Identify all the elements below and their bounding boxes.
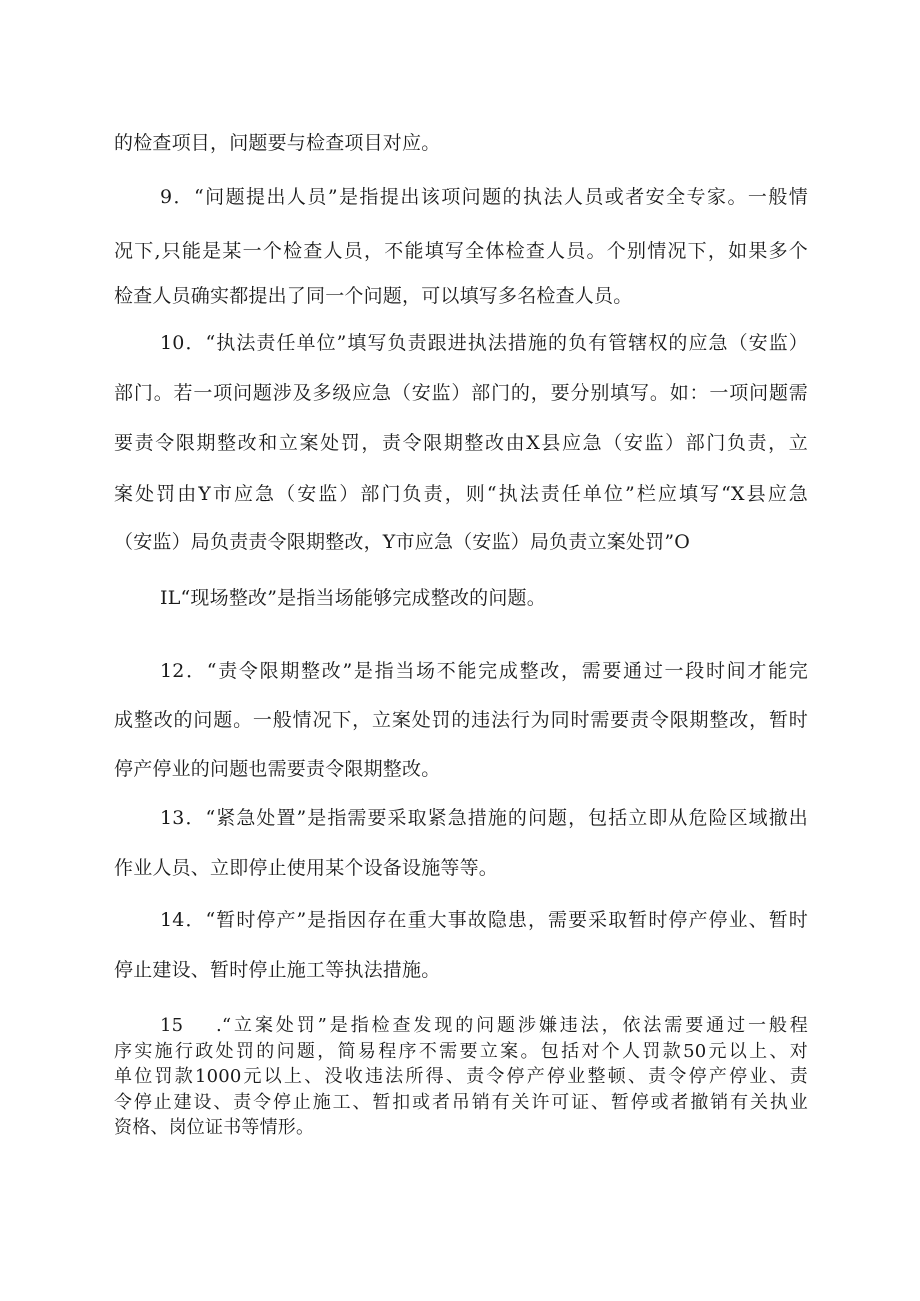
- paragraph-15-line-1-text: .“立案处罚”是指检查发现的问题涉嫌违法，依法需要通过一般程: [216, 1015, 808, 1036]
- paragraph-10-line-3: 要责令限期整改和立案处罚，责令限期整改由X县应急（安监）部门负责，立: [114, 432, 808, 454]
- paragraph-10-line-1: 10．“执法责任单位”填写负责跟进执法措施的负有管辖权的应急（安监）: [160, 332, 808, 354]
- paragraph-9-line-1: 9．“问题提出人员”是指提出该项问题的执法人员或者安全专家。一般情: [160, 186, 808, 208]
- paragraph-10-line-5: （安监）局负责责令限期整改，Y市应急（安监）局负责立案处罚”O: [114, 531, 691, 553]
- paragraph-14-line-2: 停止建设、暂时停止施工等执法措施。: [114, 959, 441, 981]
- paragraph-15-line-5: 资格、岗位证书等情形。: [114, 1117, 315, 1138]
- paragraph-12-line-2: 成整改的问题。一般情况下，立案处罚的违法行为同时需要责令限期整改，暂时: [114, 709, 808, 731]
- paragraph-13-line-1: 13．“紧急处置”是指需要采取紧急措施的问题，包括立即从危险区域撤出: [160, 807, 808, 829]
- paragraph-15-line-2: 序实施行政处罚的问题，简易程序不需要立案。包括对个人罚款50元以上、对: [114, 1041, 808, 1062]
- paragraph-9-line-2: 况下,只能是某一个检查人员，不能填写全体检查人员。个别情况下，如果多个: [114, 240, 808, 262]
- paragraph-14-line-1: 14．“暂时停产”是指因存在重大事故隐患，需要采取暂时停产停业、暂时: [160, 909, 808, 931]
- paragraph-10-line-4: 案处罚由Y市应急（安监）部门负责，则“执法责任单位”栏应填写“X县应急: [114, 483, 808, 505]
- paragraph-10-line-2: 部门。若一项问题涉及多级应急（安监）部门的，要分别填写。如：一项问题需: [114, 382, 808, 404]
- paragraph-11-line-1: IL“现场整改”是指当场能够完成整改的问题。: [160, 587, 546, 609]
- paragraph-13-line-2: 作业人员、立即停止使用某个设备设施等等。: [114, 857, 499, 879]
- paragraph-15-line-4: 令停止建设、责令停止施工、暂扣或者吊销有关许可证、暂停或者撤销有关执业: [114, 1092, 808, 1113]
- paragraph-12-line-1: 12．“责令限期整改”是指当场不能完成整改，需要通过一段时间才能完: [160, 660, 808, 682]
- paragraph-15-line-1: [160, 1015, 808, 1037]
- paragraph-9-line-3: 检查人员确实都提出了同一个问题，可以填写多名检查人员。: [114, 285, 633, 307]
- paragraph-15-line-3: 单位罚款1000元以上、没收违法所得、责令停产停业整顿、责令停产停业、责: [114, 1066, 808, 1087]
- paragraph-15-number: 15: [160, 1015, 184, 1036]
- paragraph-8-line-1: 的检查项目，问题要与检查项目对应。: [114, 132, 441, 154]
- paragraph-12-line-3: 停产停业的问题也需要责令限期整改。: [114, 758, 441, 780]
